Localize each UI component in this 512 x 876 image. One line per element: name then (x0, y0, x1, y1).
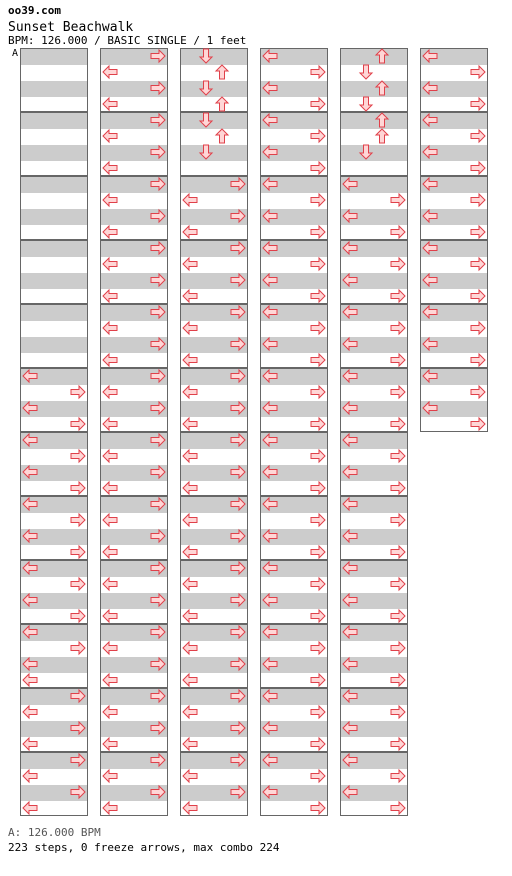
arrow-down-icon (358, 64, 374, 80)
arrow-right-icon (150, 400, 166, 416)
arrow-right-icon (310, 512, 326, 528)
arrow-right-icon (230, 496, 246, 512)
arrow-up-icon (374, 128, 390, 144)
arrow-left-icon (422, 400, 438, 416)
arrow-left-icon (22, 496, 38, 512)
arrow-right-icon (150, 624, 166, 640)
arrow-left-icon (182, 384, 198, 400)
site-name[interactable]: oo39.com (8, 4, 61, 17)
arrow-left-icon (262, 432, 278, 448)
arrow-left-icon (342, 432, 358, 448)
measure (20, 304, 88, 368)
song-title: Sunset Beachwalk (8, 20, 134, 35)
arrow-left-icon (102, 224, 118, 240)
arrow-right-icon (150, 784, 166, 800)
arrow-right-icon (150, 144, 166, 160)
arrow-right-icon (470, 128, 486, 144)
arrow-right-icon (70, 384, 86, 400)
arrow-right-icon (150, 368, 166, 384)
arrow-left-icon (262, 560, 278, 576)
arrow-down-icon (198, 48, 214, 64)
arrow-right-icon (230, 784, 246, 800)
arrow-right-icon (150, 560, 166, 576)
arrow-left-icon (342, 784, 358, 800)
arrow-right-icon (310, 672, 326, 688)
arrow-right-icon (310, 416, 326, 432)
arrow-left-icon (22, 624, 38, 640)
arrow-right-icon (150, 432, 166, 448)
arrow-left-icon (22, 368, 38, 384)
arrow-right-icon (230, 272, 246, 288)
arrow-left-icon (102, 704, 118, 720)
arrow-right-icon (390, 768, 406, 784)
arrow-right-icon (230, 752, 246, 768)
arrow-right-icon (310, 224, 326, 240)
arrow-right-icon (310, 768, 326, 784)
arrow-left-icon (262, 176, 278, 192)
arrow-left-icon (22, 768, 38, 784)
arrow-left-icon (342, 752, 358, 768)
arrow-right-icon (310, 480, 326, 496)
arrow-left-icon (342, 336, 358, 352)
arrow-left-icon (102, 672, 118, 688)
arrow-left-icon (262, 112, 278, 128)
arrow-up-icon (374, 80, 390, 96)
arrow-left-icon (262, 720, 278, 736)
arrow-right-icon (310, 576, 326, 592)
arrow-right-icon (310, 736, 326, 752)
arrow-right-icon (150, 112, 166, 128)
arrow-left-icon (182, 224, 198, 240)
arrow-right-icon (150, 656, 166, 672)
arrow-left-icon (182, 768, 198, 784)
arrow-left-icon (102, 160, 118, 176)
arrow-right-icon (390, 544, 406, 560)
chart-info: BPM: 126.000 / BASIC SINGLE / 1 feet (8, 34, 247, 47)
arrow-left-icon (102, 256, 118, 272)
arrow-right-icon (150, 48, 166, 64)
arrow-right-icon (230, 464, 246, 480)
footer-stats: 223 steps, 0 freeze arrows, max combo 224 (8, 841, 280, 854)
arrow-right-icon (390, 480, 406, 496)
arrow-right-icon (310, 160, 326, 176)
arrow-right-icon (230, 528, 246, 544)
arrow-left-icon (342, 176, 358, 192)
arrow-right-icon (390, 288, 406, 304)
arrow-left-icon (22, 736, 38, 752)
arrow-right-icon (150, 208, 166, 224)
arrow-left-icon (422, 208, 438, 224)
measure (180, 112, 248, 176)
arrow-left-icon (102, 352, 118, 368)
arrow-right-icon (150, 496, 166, 512)
arrow-left-icon (342, 624, 358, 640)
arrow-left-icon (22, 560, 38, 576)
arrow-left-icon (422, 176, 438, 192)
arrow-right-icon (150, 528, 166, 544)
arrow-left-icon (102, 128, 118, 144)
chart-column (420, 48, 488, 432)
arrow-left-icon (262, 208, 278, 224)
measure (20, 240, 88, 304)
arrow-left-icon (262, 784, 278, 800)
arrow-right-icon (230, 240, 246, 256)
arrow-left-icon (422, 48, 438, 64)
arrow-right-icon (310, 352, 326, 368)
arrow-left-icon (22, 432, 38, 448)
arrow-right-icon (230, 368, 246, 384)
arrow-right-icon (70, 752, 86, 768)
arrow-right-icon (390, 192, 406, 208)
arrow-right-icon (470, 224, 486, 240)
arrow-right-icon (390, 512, 406, 528)
arrow-left-icon (182, 416, 198, 432)
arrow-right-icon (150, 464, 166, 480)
arrow-left-icon (262, 400, 278, 416)
arrow-up-icon (214, 128, 230, 144)
arrow-left-icon (422, 80, 438, 96)
measure (20, 112, 88, 176)
arrow-right-icon (470, 96, 486, 112)
arrow-right-icon (470, 320, 486, 336)
arrow-left-icon (182, 576, 198, 592)
arrow-left-icon (182, 480, 198, 496)
arrow-left-icon (22, 592, 38, 608)
arrow-left-icon (342, 304, 358, 320)
arrow-right-icon (470, 288, 486, 304)
arrow-left-icon (342, 368, 358, 384)
arrow-right-icon (70, 544, 86, 560)
arrow-left-icon (342, 272, 358, 288)
arrow-right-icon (150, 752, 166, 768)
arrow-right-icon (470, 256, 486, 272)
arrow-down-icon (358, 96, 374, 112)
arrow-right-icon (390, 448, 406, 464)
arrow-left-icon (342, 464, 358, 480)
arrow-right-icon (150, 240, 166, 256)
chart-column (100, 48, 168, 816)
arrow-down-icon (198, 112, 214, 128)
arrow-right-icon (310, 96, 326, 112)
arrow-left-icon (342, 592, 358, 608)
arrow-left-icon (262, 752, 278, 768)
arrow-right-icon (390, 256, 406, 272)
arrow-right-icon (390, 576, 406, 592)
arrow-right-icon (390, 608, 406, 624)
arrow-right-icon (310, 800, 326, 816)
arrow-left-icon (102, 320, 118, 336)
arrow-right-icon (230, 624, 246, 640)
arrow-right-icon (70, 784, 86, 800)
arrow-left-icon (262, 592, 278, 608)
arrow-left-icon (422, 336, 438, 352)
arrow-right-icon (470, 352, 486, 368)
arrow-right-icon (310, 640, 326, 656)
arrow-left-icon (182, 800, 198, 816)
arrow-left-icon (22, 528, 38, 544)
arrow-left-icon (262, 144, 278, 160)
arrow-left-icon (422, 112, 438, 128)
arrow-right-icon (230, 560, 246, 576)
arrow-right-icon (230, 656, 246, 672)
arrow-left-icon (262, 336, 278, 352)
arrow-right-icon (310, 384, 326, 400)
arrow-right-icon (310, 256, 326, 272)
arrow-left-icon (262, 688, 278, 704)
arrow-right-icon (310, 448, 326, 464)
arrow-right-icon (390, 224, 406, 240)
arrow-right-icon (230, 432, 246, 448)
arrow-up-icon (374, 112, 390, 128)
arrow-right-icon (150, 272, 166, 288)
arrow-left-icon (182, 544, 198, 560)
arrow-right-icon (150, 720, 166, 736)
arrow-right-icon (310, 64, 326, 80)
chart-column (260, 48, 328, 816)
arrow-left-icon (22, 656, 38, 672)
arrow-left-icon (422, 144, 438, 160)
arrow-left-icon (182, 512, 198, 528)
arrow-left-icon (342, 656, 358, 672)
arrow-left-icon (102, 64, 118, 80)
arrow-left-icon (182, 736, 198, 752)
footer-bpm: A: 126.000 BPM (8, 826, 101, 839)
arrow-left-icon (102, 608, 118, 624)
arrow-up-icon (214, 96, 230, 112)
arrow-left-icon (422, 304, 438, 320)
arrow-right-icon (70, 720, 86, 736)
arrow-right-icon (470, 64, 486, 80)
arrow-right-icon (470, 192, 486, 208)
arrow-right-icon (470, 416, 486, 432)
arrow-left-icon (102, 448, 118, 464)
arrow-left-icon (22, 800, 38, 816)
arrow-right-icon (310, 288, 326, 304)
arrow-left-icon (102, 384, 118, 400)
arrow-left-icon (102, 416, 118, 432)
arrow-left-icon (182, 448, 198, 464)
arrow-left-icon (342, 400, 358, 416)
arrow-left-icon (182, 352, 198, 368)
arrow-right-icon (150, 688, 166, 704)
arrow-right-icon (390, 736, 406, 752)
arrow-left-icon (262, 656, 278, 672)
arrow-right-icon (230, 592, 246, 608)
arrow-left-icon (262, 368, 278, 384)
arrow-left-icon (262, 304, 278, 320)
arrow-right-icon (310, 608, 326, 624)
arrow-down-icon (358, 144, 374, 160)
arrow-right-icon (230, 208, 246, 224)
arrow-left-icon (182, 192, 198, 208)
arrow-left-icon (262, 464, 278, 480)
arrow-left-icon (262, 240, 278, 256)
arrow-right-icon (70, 448, 86, 464)
chart-column (340, 48, 408, 816)
arrow-left-icon (102, 576, 118, 592)
arrow-right-icon (310, 320, 326, 336)
arrow-up-icon (374, 48, 390, 64)
arrow-right-icon (70, 688, 86, 704)
arrow-left-icon (342, 688, 358, 704)
arrow-left-icon (262, 496, 278, 512)
arrow-right-icon (390, 384, 406, 400)
arrow-right-icon (310, 544, 326, 560)
arrow-left-icon (102, 640, 118, 656)
arrow-right-icon (230, 336, 246, 352)
arrow-right-icon (470, 160, 486, 176)
arrow-right-icon (230, 720, 246, 736)
arrow-left-icon (262, 624, 278, 640)
arrow-left-icon (102, 512, 118, 528)
arrow-right-icon (390, 672, 406, 688)
arrow-right-icon (230, 176, 246, 192)
arrow-right-icon (70, 608, 86, 624)
arrow-right-icon (70, 512, 86, 528)
arrow-left-icon (102, 736, 118, 752)
arrow-left-icon (422, 272, 438, 288)
arrow-left-icon (102, 96, 118, 112)
arrow-left-icon (262, 528, 278, 544)
arrow-left-icon (102, 192, 118, 208)
arrow-left-icon (262, 272, 278, 288)
arrow-left-icon (102, 288, 118, 304)
arrow-right-icon (150, 176, 166, 192)
arrow-left-icon (422, 368, 438, 384)
arrow-right-icon (70, 416, 86, 432)
arrow-right-icon (470, 384, 486, 400)
arrow-right-icon (230, 688, 246, 704)
arrow-left-icon (182, 704, 198, 720)
arrow-left-icon (342, 560, 358, 576)
arrow-left-icon (22, 672, 38, 688)
arrow-left-icon (182, 672, 198, 688)
arrow-left-icon (342, 496, 358, 512)
arrow-left-icon (22, 464, 38, 480)
arrow-left-icon (342, 528, 358, 544)
arrow-right-icon (230, 400, 246, 416)
arrow-left-icon (22, 704, 38, 720)
measure (20, 48, 88, 112)
arrow-right-icon (390, 352, 406, 368)
measure (20, 176, 88, 240)
arrow-right-icon (70, 480, 86, 496)
arrow-left-icon (102, 480, 118, 496)
arrow-left-icon (182, 288, 198, 304)
arrow-right-icon (390, 640, 406, 656)
arrow-left-icon (262, 80, 278, 96)
arrow-left-icon (182, 320, 198, 336)
arrow-right-icon (390, 320, 406, 336)
arrow-right-icon (150, 80, 166, 96)
arrow-right-icon (70, 576, 86, 592)
arrow-left-icon (102, 544, 118, 560)
arrow-right-icon (310, 704, 326, 720)
arrow-right-icon (310, 128, 326, 144)
arrow-left-icon (262, 48, 278, 64)
arrow-left-icon (342, 208, 358, 224)
arrow-right-icon (150, 592, 166, 608)
arrow-left-icon (102, 768, 118, 784)
arrow-down-icon (198, 144, 214, 160)
arrow-right-icon (150, 304, 166, 320)
chart-column (180, 48, 248, 816)
arrow-down-icon (198, 80, 214, 96)
arrow-left-icon (342, 720, 358, 736)
arrow-right-icon (310, 192, 326, 208)
arrow-right-icon (390, 704, 406, 720)
arrow-right-icon (390, 416, 406, 432)
arrow-right-icon (390, 800, 406, 816)
arrow-left-icon (182, 256, 198, 272)
arrow-left-icon (22, 400, 38, 416)
bpm-marker: A (12, 48, 19, 59)
arrow-up-icon (214, 64, 230, 80)
arrow-right-icon (150, 336, 166, 352)
arrow-left-icon (182, 608, 198, 624)
arrow-right-icon (230, 304, 246, 320)
chart-column (20, 48, 88, 816)
arrow-left-icon (342, 240, 358, 256)
arrow-right-icon (70, 640, 86, 656)
arrow-left-icon (102, 800, 118, 816)
arrow-left-icon (422, 240, 438, 256)
arrow-left-icon (182, 640, 198, 656)
